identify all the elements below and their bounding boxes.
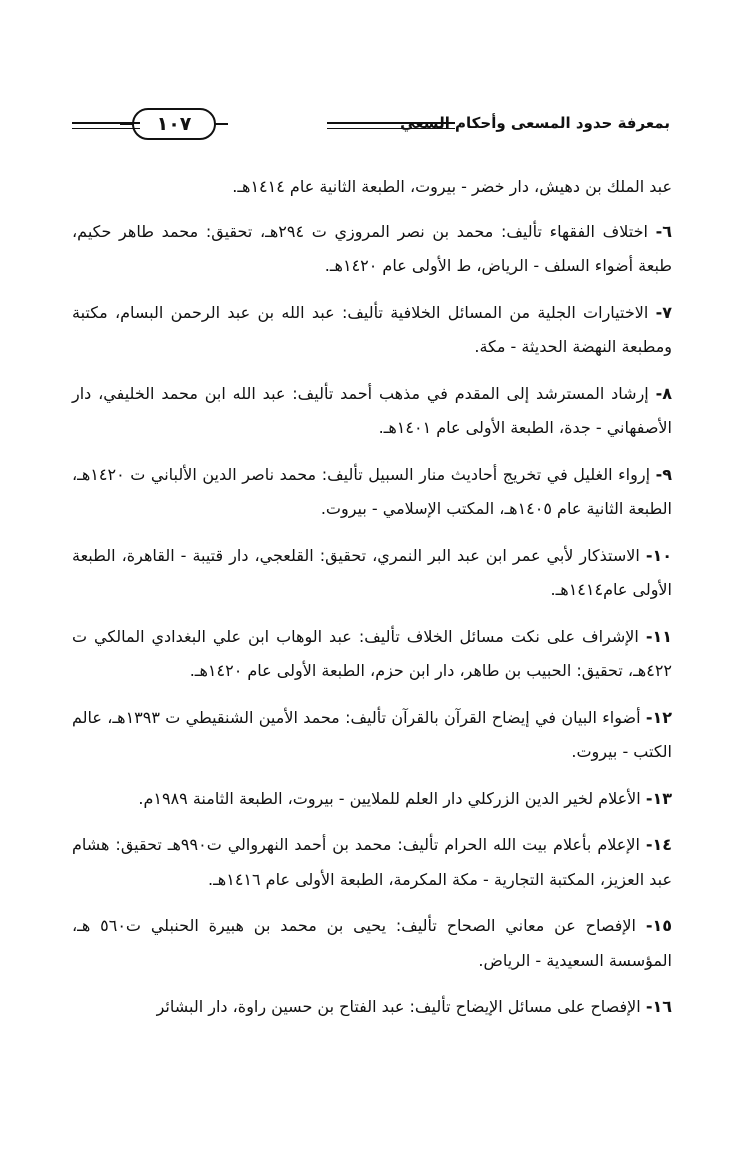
entry-text: الإشراف على نكت مسائل الخلاف تأليف: عبد الوهاب ابن علي البغدادي المالكي ت ٤٢٢هـ، تحقيق: الحبيب بن طاهر، دار ابن حزم، الطبعة الأولى عام ١٤٢٠هـ. [72, 626, 672, 680]
page-number: ١٠٧ [156, 113, 192, 135]
bibliography-entry [72, 828, 672, 897]
bibliography-entry [72, 458, 672, 527]
entry-text: الإفصاح على مسائل الإيضاح تأليف: عبد الفتاح بن حسين راوة، دار البشائر [156, 997, 641, 1016]
bibliography-entry-continued [72, 170, 672, 205]
bibliography-list [72, 170, 672, 1037]
running-header [72, 108, 670, 152]
header-rule-thick-left [72, 122, 140, 124]
page-number-frame [132, 108, 216, 140]
entry-text: عبد الملك بن دهيش، دار خضر - بيروت، الطبعة الثانية عام ١٤١٤هـ. [232, 177, 672, 196]
bibliography-entry [72, 990, 672, 1025]
bibliography-entry [72, 620, 672, 689]
header-rule-thin-left [72, 128, 140, 129]
entry-text: أضواء البيان في إيضاح القرآن بالقرآن تأليف: محمد الأمين الشنقيطي ت ١٣٩٣هـ، عالم الكتب - بيروت. [72, 707, 672, 761]
header-rule-thin-middle [327, 128, 455, 129]
bibliography-entry [72, 539, 672, 608]
entry-text: إرشاد المسترشد إلى المقدم في مذهب أحمد تأليف: عبد الله ابن محمد الخليفي، دار الأصفهاني - جدة، الطبعة الأولى عام ١٤٠١هـ. [72, 383, 672, 437]
entry-number: ١٤- [645, 835, 672, 854]
entry-text: الاختيارات الجلية من المسائل الخلافية تأليف: عبد الله بن عبد الرحمن البسام، مكتبة ومطبعة النهضة الحديثة - مكة. [72, 302, 672, 356]
entry-number: ٨- [655, 383, 672, 403]
bibliography-entry [72, 701, 672, 770]
bibliography-entry [72, 377, 672, 446]
header-rule-thick-middle [327, 122, 455, 124]
bibliography-entry [72, 215, 672, 284]
entry-number: ١٠- [645, 545, 672, 565]
entry-number: ٦- [655, 221, 673, 241]
running-header-title: بمعرفة حدود المسعى وأحكام السعي [400, 114, 670, 132]
entry-number: ١٥- [645, 916, 673, 935]
entry-number: ٩- [655, 464, 672, 484]
bibliography-entry [72, 909, 672, 978]
entry-number: ١٢- [645, 707, 673, 727]
entry-number: ١٦- [645, 997, 672, 1016]
entry-text: الإعلام بأعلام بيت الله الحرام تأليف: محمد بن أحمد النهروالي ت٩٩٠هـ تحقيق: هشام عبد العزيز، المكتبة التجارية - مكة المكرمة، الطبعة الأولى عام ١٤١٦هـ. [72, 835, 672, 889]
entry-text: اختلاف الفقهاء تأليف: محمد بن نصر المروزي ت ٢٩٤هـ، تحقيق: محمد طاهر حكيم، طبعة أضواء السلف - الرياض، ط الأولى عام ١٤٢٠هـ. [72, 221, 672, 275]
entry-text: الأعلام لخير الدين الزركلي دار العلم للملايين - بيروت، الطبعة الثامنة ١٩٨٩م. [138, 788, 641, 808]
entry-text: إرواء الغليل في تخريج أحاديث منار السبيل تأليف: محمد ناصر الدين الألباني ت ١٤٢٠هـ، الطبعة الثانية عام ١٤٠٥هـ، المكتب الإسلامي - بيروت. [72, 464, 672, 518]
entry-number: ١١- [645, 626, 672, 646]
bibliography-entry [72, 296, 672, 365]
entry-number: ١٣- [645, 788, 672, 808]
bibliography-entry [72, 782, 672, 817]
entry-text: الاستذكار لأبي عمر ابن عبد البر النمري، تحقيق: القلعجي، دار قتيبة - القاهرة، الطبعة الأولى عام١٤١٤هـ. [72, 545, 672, 599]
entry-number: ٧- [655, 302, 673, 322]
entry-text: الإفصاح عن معاني الصحاح تأليف: يحيى بن محمد بن هبيرة الحنبلي ت٥٦٠ هـ، المؤسسة السعيدية - الرياض. [72, 916, 672, 970]
